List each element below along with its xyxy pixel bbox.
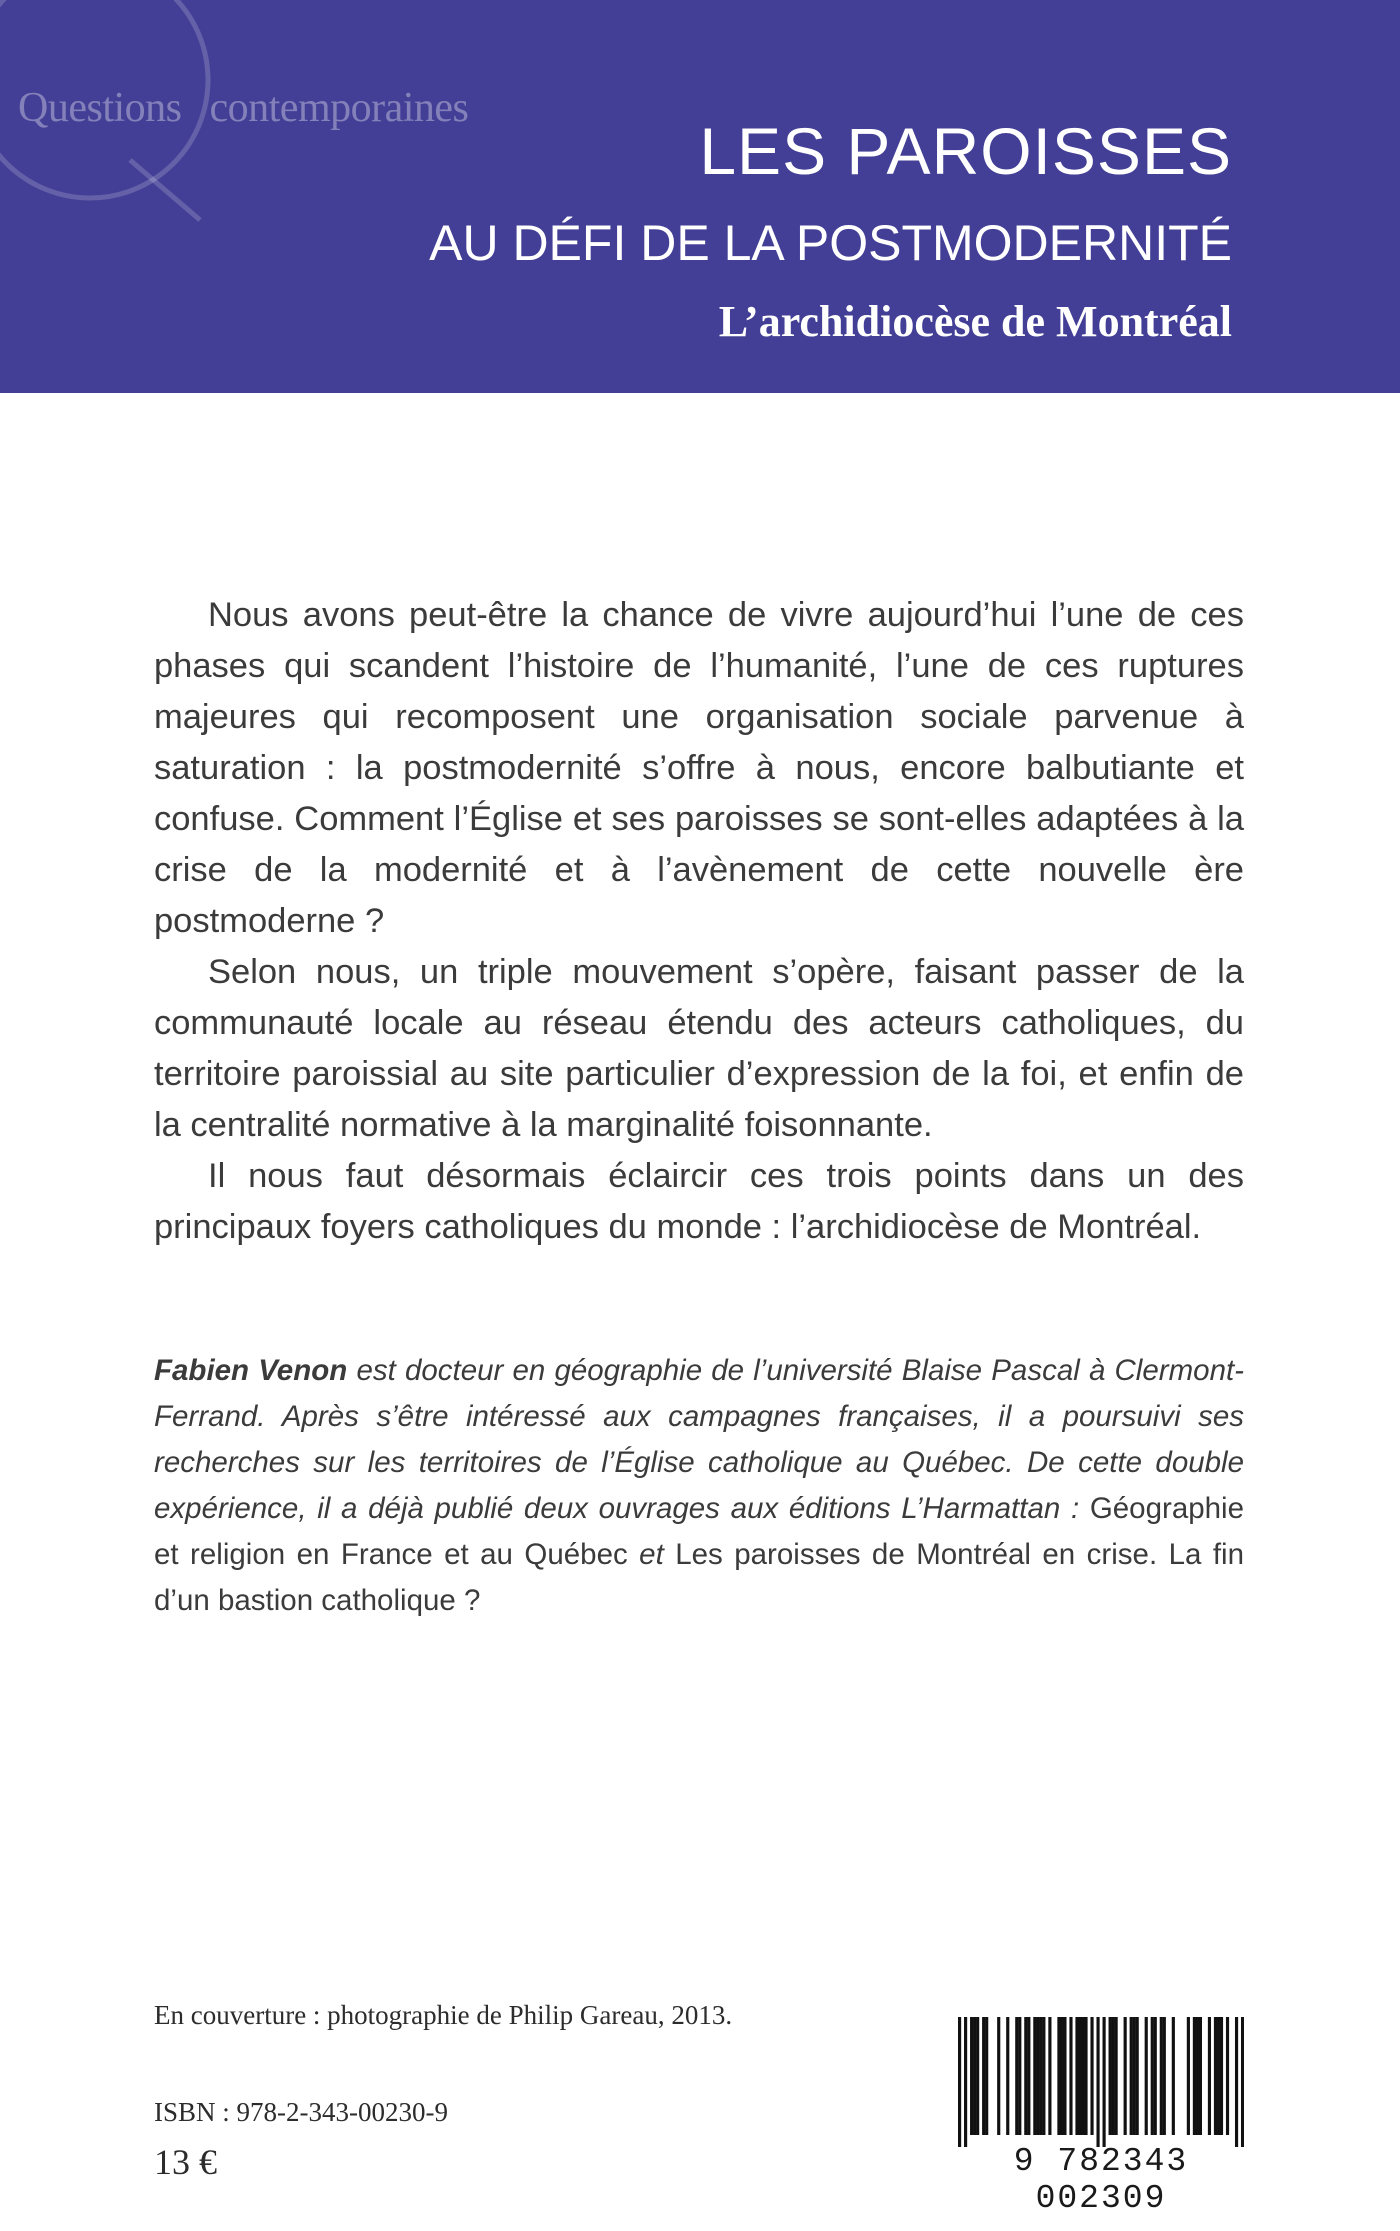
series-word-1: Questions (18, 85, 182, 131)
series-word-2: contemporaines (209, 85, 469, 131)
book-reference: Les paroisses de Montréal en crise. La fin d’un bastion catholique ? (154, 1538, 1244, 1617)
barcode-bar (1193, 2017, 1196, 2135)
bio-text: est docteur en géographie de l’université Blaise Pascal à Clermont-Ferrand. Après s’être intéressé aux campagnes françaises, il a poursuivi ses recherches sur les territoires de l’Église catholique au Québec. De cette double expérience, il a déjà publié deux ouvrages aux éditions L’Harmattan : (154, 1354, 1245, 1525)
book-reference: Géographie et religion en France et au Québec (154, 1492, 1244, 1571)
barcode-bars (958, 2017, 1244, 2147)
barcode-bar (1235, 2017, 1238, 2147)
barcode-bar (970, 2017, 973, 2135)
barcode-bar (1078, 2017, 1081, 2135)
barcode-bar (1136, 2017, 1139, 2135)
barcode-bar (1018, 2017, 1021, 2135)
barcode-bar (1033, 2017, 1036, 2135)
barcode-bar (997, 2017, 1000, 2135)
barcode (938, 2007, 1264, 2217)
blurb-paragraph: Selon nous, un triple mouvement s’opère, faisant passer de la communauté locale au réseau étendu des acteurs catholiques, du territoire paroissial au site particulier d’expression de la foi, et enfin de la centralité normative à la marginalité foisonnante. (154, 953, 1244, 1144)
barcode-bar (1063, 2017, 1066, 2135)
blurb-paragraph: Il nous faut désormais éclaircir ces trois points dans un des principaux foyers catholiques du monde : l’archidiocèse de Montréal. (154, 1157, 1244, 1246)
barcode-bar (1199, 2017, 1202, 2135)
barcode-bar (1036, 2017, 1039, 2135)
barcode-bar (1069, 2017, 1072, 2135)
series-name (18, 84, 468, 132)
barcode-bar (1096, 2017, 1099, 2147)
barcode-digits: 9 782343 002309 (1013, 2143, 1189, 2217)
barcode-bar (1226, 2017, 1229, 2135)
barcode-bar (1024, 2017, 1027, 2135)
barcode-bar (1015, 2017, 1018, 2135)
photo-credit: En couverture : photographie de Philip Gareau, 2013. (154, 2000, 733, 2030)
blurb (154, 590, 1244, 1253)
barcode-bar (1006, 2017, 1009, 2135)
blurb-paragraph: Nous avons peut-être la chance de vivre aujourd’hui l’une de ces phases qui scandent l’histoire de l’humanité, l’une de ces ruptures majeures qui recomposent une organisation sociale parvenue à saturation : la postmodernité s’offre à nous, encore balbutiante et confuse. Comment l’Église et ses paroisses se sont-elles adaptées à la crise de la modernité et à l’avènement de cette nouvelle ère postmoderne ? (154, 596, 1244, 940)
barcode-bar (1172, 2017, 1175, 2135)
barcode-bar (1151, 2017, 1154, 2135)
author-name: Fabien Venon (154, 1354, 348, 1387)
barcode-bar (982, 2017, 985, 2135)
isbn: ISBN : 978-2-343-00230-9 (154, 2097, 448, 2127)
barcode-bar (1124, 2017, 1127, 2135)
author-bio (154, 1348, 1244, 1624)
barcode-bar (1057, 2017, 1060, 2135)
barcode-bar (1163, 2017, 1166, 2135)
book-subtitle: AU DÉFI DE LA POSTMODERNITÉ (429, 215, 1232, 271)
barcode-bar (1048, 2017, 1051, 2135)
barcode-bar (958, 2017, 961, 2147)
barcode-bar (1109, 2017, 1112, 2135)
price: 13 € (154, 2142, 217, 2182)
barcode-bar (1160, 2017, 1163, 2135)
barcode-bar (1145, 2017, 1148, 2135)
barcode-bar (1241, 2017, 1244, 2147)
barcode-bar (1208, 2017, 1211, 2135)
barcode-bar (1133, 2017, 1136, 2135)
cover-header (0, 0, 1400, 393)
barcode-bar (1090, 2017, 1093, 2135)
barcode-bar (1103, 2017, 1106, 2147)
barcode-bar (1130, 2017, 1133, 2135)
barcode-bar (1060, 2017, 1063, 2135)
bio-text: et (627, 1538, 676, 1571)
barcode-bar (985, 2017, 988, 2135)
barcode-bar (1214, 2017, 1217, 2135)
barcode-bar (973, 2017, 976, 2135)
barcode-bar (1196, 2017, 1199, 2135)
barcode-bar (1112, 2017, 1115, 2135)
barcode-bar (1084, 2017, 1087, 2135)
barcode-bar (1187, 2017, 1190, 2135)
book-sub-subtitle: L’archidiocèse de Montréal (718, 297, 1232, 346)
barcode-bar (1220, 2017, 1223, 2135)
barcode-bar (1081, 2017, 1084, 2135)
barcode-bar (976, 2017, 979, 2135)
barcode-bar (1115, 2017, 1118, 2135)
book-title: LES PAROISSES (699, 114, 1232, 188)
barcode-bar (1217, 2017, 1220, 2135)
barcode-bar (1154, 2017, 1157, 2135)
barcode-bar (1027, 2017, 1030, 2135)
barcode-bar (964, 2017, 967, 2147)
barcode-bar (1042, 2017, 1045, 2135)
barcode-bar (1075, 2017, 1078, 2135)
barcode-bar (1039, 2017, 1042, 2135)
